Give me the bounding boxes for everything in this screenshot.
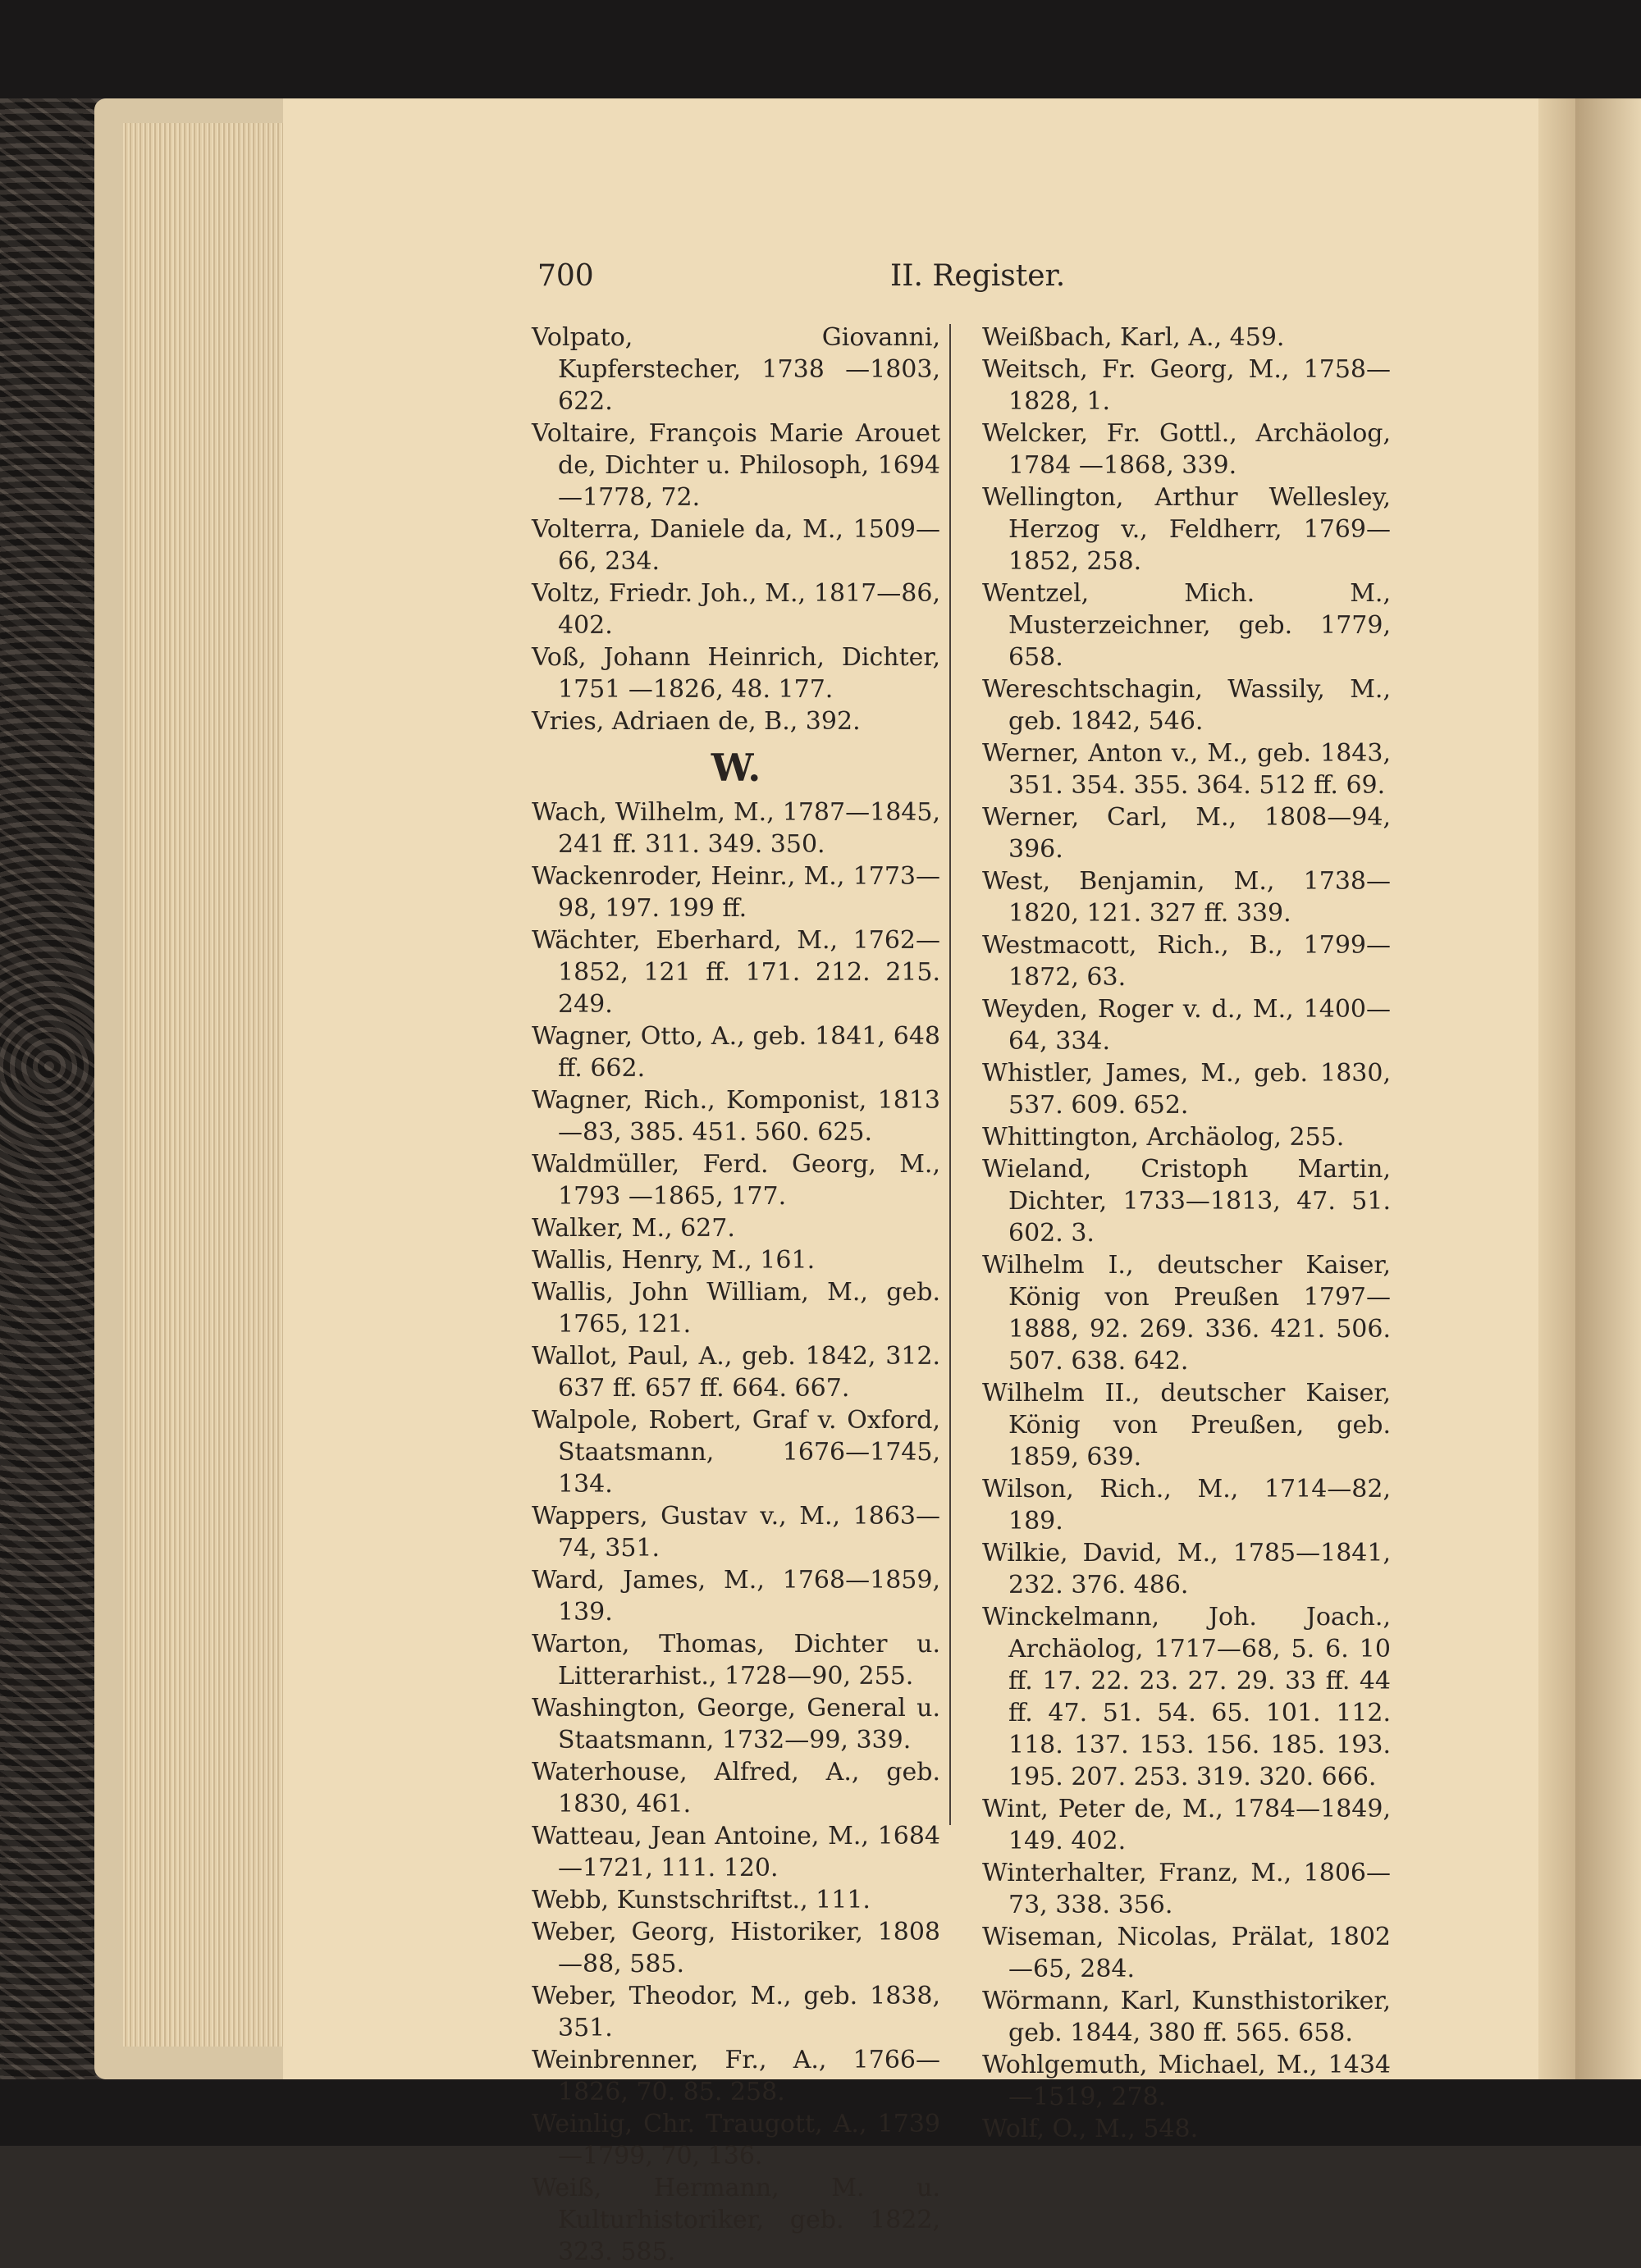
index-entry: Wellington, Arthur Wellesley, Herzog v., Feldherr, 1769—1852, 258. bbox=[982, 483, 1391, 576]
index-entry: Westmacott, Rich., B., 1799—1872, 63. bbox=[982, 931, 1391, 992]
index-entry: Webb, Kunstschriftst., 111. bbox=[532, 1886, 871, 1914]
index-entry: Wagner, Rich., Komponist, 1813—83, 385. 451. 560. 625. bbox=[532, 1086, 940, 1147]
index-entry: Wilhelm II., deutscher Kaiser, König von Preußen, geb. 1859, 639. bbox=[982, 1379, 1391, 1472]
index-entry: Wilhelm I., deutscher Kaiser, König von Preußen 1797—1888, 92. 269. 336. 421. 506. 507. 638. 642. bbox=[982, 1251, 1391, 1376]
index-entry: Voltaire, François Marie Arouet de, Dichter u. Philosoph, 1694—1778, 72. bbox=[532, 419, 940, 512]
index-entry: Voltz, Friedr. Joh., M., 1817—86, 402. bbox=[532, 579, 940, 640]
right-page-edge bbox=[1575, 98, 1641, 2079]
index-entry: Wohlgemuth, Michael, M., 1434—1519, 278. bbox=[982, 2051, 1391, 2111]
index-entry: Wallot, Paul, A., geb. 1842, 312. 637 ff. 657 ff. 664. 667. bbox=[532, 1342, 940, 1403]
index-entry: Weißbach, Karl, A., 459. bbox=[982, 323, 1285, 352]
index-entry: Weinbrenner, Fr., A., 1766—1826, 70. 85. 258. bbox=[532, 2046, 940, 2106]
index-entry: Weinlig, Chr. Traugott, A., 1739—1799, 70, 136. bbox=[532, 2110, 940, 2170]
index-entry: Winterhalter, Franz, M., 1806—73, 338. 356. bbox=[982, 1859, 1391, 1919]
section-heading-w: W. bbox=[711, 746, 761, 790]
index-entry: Wereschtschagin, Wassily, M., geb. 1842, 546. bbox=[982, 675, 1391, 736]
index-entry: Werner, Anton v., M., geb. 1843, 351. 354. 355. 364. 512 ff. 69. bbox=[982, 739, 1391, 800]
index-entry: Wiseman, Nicolas, Prälat, 1802—65, 284. bbox=[982, 1923, 1391, 1983]
running-title: II. Register. bbox=[890, 259, 1066, 293]
index-entry: Wieland, Cristoph Martin, Dichter, 1733—1813, 47. 51. 602. 3. bbox=[982, 1155, 1391, 1248]
index-entry: Weitsch, Fr. Georg, M., 1758—1828, 1. bbox=[982, 355, 1391, 416]
page-stack bbox=[123, 123, 287, 2047]
page-header bbox=[537, 259, 1456, 295]
book-gutter bbox=[1538, 98, 1575, 2079]
index-entry: Waldmüller, Ferd. Georg, M., 1793 —1865, 177. bbox=[532, 1150, 940, 1211]
index-entry: Weber, Theodor, M., geb. 1838, 351. bbox=[532, 1982, 940, 2042]
index-entry: Ward, James, M., 1768—1859, 139. bbox=[532, 1566, 940, 1627]
index-entry: Weiß, Hermann, M. u. Kulturhistoriker, geb. 1822, 323. 585. bbox=[532, 2174, 940, 2266]
right-column bbox=[982, 322, 1391, 2145]
index-entry: Wagner, Otto, A., geb. 1841, 648 ff. 662. bbox=[532, 1022, 940, 1083]
index-entry: Walker, M., 627. bbox=[532, 1214, 735, 1243]
index-entry: Winckelmann, Joh. Joach., Archäolog, 1717—68, 5. 6. 10 ff. 17. 22. 23. 27. 29. 33 ff. 44 ff. 47. 51. 54. 65. 101. 112. 118. 137. 153. 156. 185. 193. 195. 207. 253. 319. 320. 666. bbox=[982, 1603, 1391, 1791]
index-entry: Werner, Carl, M., 1808—94, 396. bbox=[982, 803, 1391, 864]
column-divider bbox=[949, 324, 951, 1825]
index-entry: Wint, Peter de, M., 1784—1849, 149. 402. bbox=[982, 1795, 1391, 1855]
index-entry: Whistler, James, M., geb. 1830, 537. 609. 652. bbox=[982, 1059, 1391, 1120]
index-entry: Wallis, John William, M., geb. 1765, 121. bbox=[532, 1278, 940, 1339]
index-entry: Wackenroder, Heinr., M., 1773—98, 197. 199 ff. bbox=[532, 862, 940, 923]
index-entry: Whittington, Archäolog, 255. bbox=[982, 1123, 1345, 1152]
left-column bbox=[532, 322, 940, 2268]
index-entry: West, Benjamin, M., 1738—1820, 121. 327 ff. 339. bbox=[982, 867, 1391, 928]
index-entry: Volpato, Giovanni, Kupferstecher, 1738 —1803, 622. bbox=[532, 323, 940, 416]
index-entry: Wolf, O., M., 548. bbox=[982, 2115, 1199, 2143]
index-entry: Wilkie, David, M., 1785—1841, 232. 376. 486. bbox=[982, 1539, 1391, 1599]
index-entry: Waterhouse, Alfred, A., geb. 1830, 461. bbox=[532, 1758, 940, 1819]
index-entry: Voß, Johann Heinrich, Dichter, 1751 —1826, 48. 177. bbox=[532, 643, 940, 704]
index-entry: Vries, Adriaen de, B., 392. bbox=[532, 707, 861, 736]
index-entry: Welcker, Fr. Gottl., Archäolog, 1784 —1868, 339. bbox=[982, 419, 1391, 480]
index-entry: Wappers, Gustav v., M., 1863—74, 351. bbox=[532, 1502, 940, 1563]
index-entry: Wächter, Eberhard, M., 1762—1852, 121 ff. 171. 212. 215. 249. bbox=[532, 926, 940, 1019]
index-entry: Wilson, Rich., M., 1714—82, 189. bbox=[982, 1475, 1391, 1536]
index-entry: Weyden, Roger v. d., M., 1400—64, 334. bbox=[982, 995, 1391, 1056]
index-entry: Wallis, Henry, M., 161. bbox=[532, 1246, 816, 1275]
background-top bbox=[0, 0, 1641, 98]
index-entry: Wentzel, Mich. M., Musterzeichner, geb. 1779, 658. bbox=[982, 579, 1391, 672]
index-entry: Weber, Georg, Historiker, 1808—88, 585. bbox=[532, 1918, 940, 1978]
index-entry: Wach, Wilhelm, M., 1787—1845, 241 ff. 311. 349. 350. bbox=[532, 798, 940, 859]
index-entry: Warton, Thomas, Dichter u. Litterarhist., 1728—90, 255. bbox=[532, 1630, 940, 1691]
index-entry: Volterra, Daniele da, M., 1509—66, 234. bbox=[532, 515, 940, 576]
page-number: 700 bbox=[537, 259, 594, 293]
index-entry: Watteau, Jean Antoine, M., 1684—1721, 111. 120. bbox=[532, 1822, 940, 1882]
index-entry: Wörmann, Karl, Kunsthistoriker, geb. 1844, 380 ff. 565. 658. bbox=[982, 1987, 1391, 2047]
index-entry: Washington, George, General u. Staatsmann, 1732—99, 339. bbox=[532, 1694, 940, 1755]
index-entry: Walpole, Robert, Graf v. Oxford, Staatsmann, 1676—1745, 134. bbox=[532, 1406, 940, 1499]
